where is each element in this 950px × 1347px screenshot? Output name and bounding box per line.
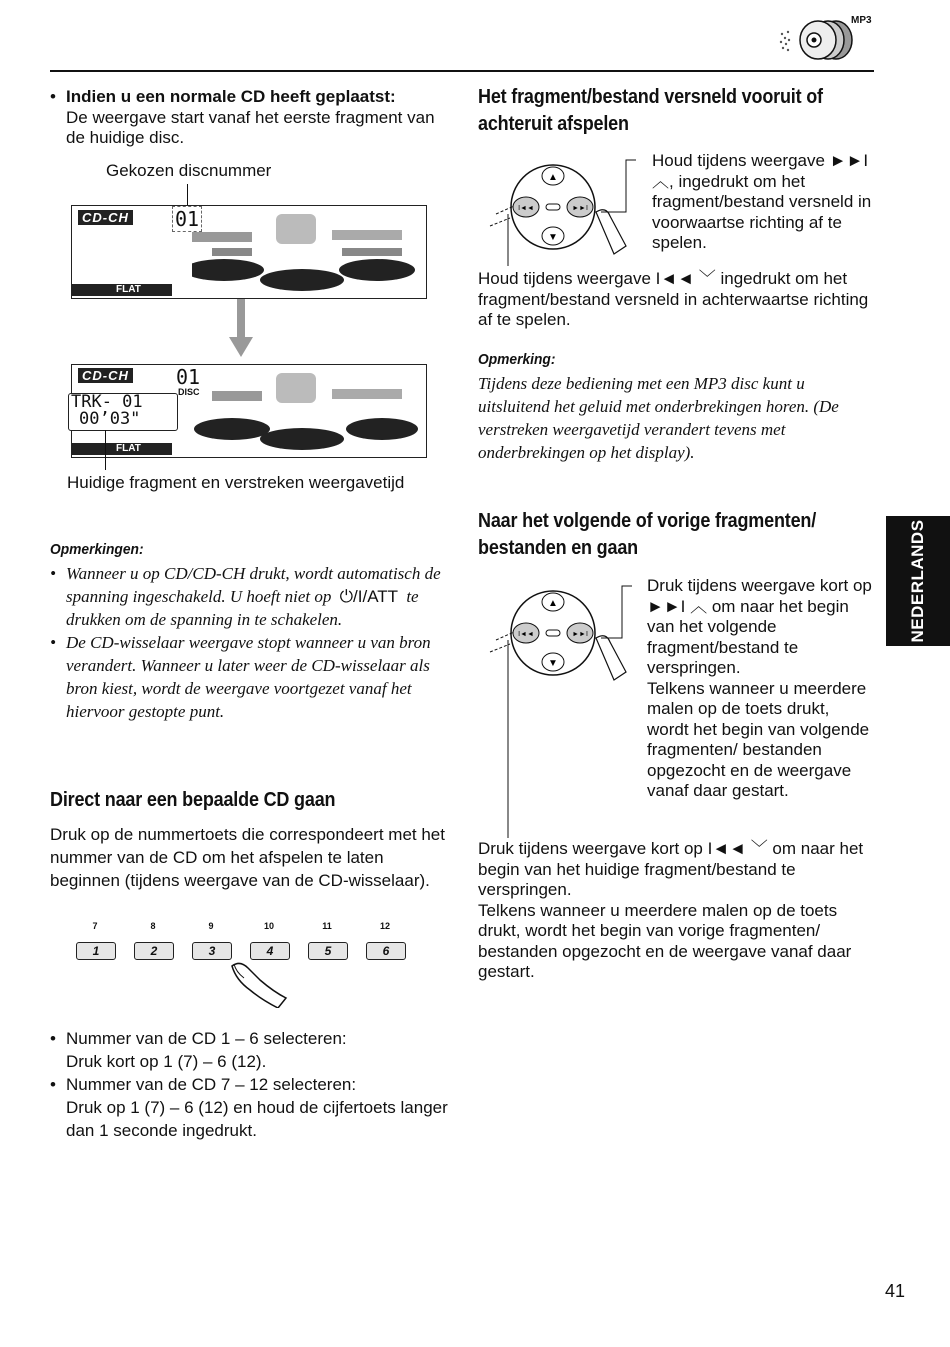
- label-disc-line: [187, 184, 188, 206]
- svg-text:►►I: ►►I: [572, 631, 588, 638]
- note1-a: Wanneer u op CD/CD-CH drukt, wordt automatisch de spanning ingeschakeld. U hoeft niet op: [66, 564, 441, 606]
- preset-button-2[interactable]: 2: [134, 942, 174, 960]
- lcd2-source: CD-CH: [78, 368, 133, 383]
- control-pad-ff: [476, 154, 636, 266]
- lcd2-disc: 01: [176, 365, 201, 389]
- preset-top-1: 7: [92, 921, 98, 931]
- language-tab-label: NEDERLANDS: [908, 519, 927, 643]
- mp3-badge: MP3: [851, 15, 872, 26]
- header-rule: [50, 70, 874, 72]
- svg-text:▲: ▲: [548, 172, 558, 183]
- lcd-display-1: [71, 205, 427, 299]
- preset-button-1[interactable]: 1: [76, 942, 116, 960]
- page-number: 41: [885, 1281, 906, 1301]
- skip-callout: Druk tijdens weergave kort op ►►I ︿ om naar het begin van het volgende fragment/bestand te verspringen. Telkens wanneer u meerdere malen op de toets drukt, wordt het begin van volgende fragmenten/ bestanden opgezocht en de weergave vanaf daar gestart.: [647, 576, 872, 800]
- lcd2-disc-label: DISC: [178, 387, 200, 397]
- ff-title: Het fragment/bestand versneld vooruit of achteruit afspelen: [478, 86, 823, 135]
- label-disc: Gekozen discnummer: [106, 161, 272, 180]
- preset-button-3[interactable]: 3: [192, 942, 232, 960]
- mp3-disc-icon: [776, 14, 856, 64]
- note-1: [50, 562, 450, 631]
- svg-text:►►I: ►►I: [572, 205, 588, 212]
- preset-button-4[interactable]: 4: [250, 942, 290, 960]
- lcd2-disc-graphics: [192, 367, 422, 452]
- preset-top-5: 11: [322, 921, 332, 931]
- intro-bold: Indien u een normale CD heeft geplaatst:: [66, 87, 396, 106]
- notes-title: Opmerkingen:: [50, 541, 144, 558]
- direct-title: Direct naar een bepaalde CD gaan: [50, 789, 336, 811]
- intro-bullet: [50, 87, 456, 149]
- language-tab: [886, 516, 950, 646]
- lcd1-source: CD-CH: [78, 210, 133, 225]
- preset-top-4: 10: [263, 921, 274, 931]
- preset-top-6: 12: [379, 921, 390, 931]
- select1-title: Nummer van de CD 1 – 6 selecteren:: [66, 1029, 347, 1048]
- lcd2-track-box: [68, 393, 178, 431]
- finger-icon: [222, 958, 292, 1008]
- down-arrow-icon: [229, 299, 253, 359]
- skip-title: Naar het volgende of vorige fragmenten/ bestanden en gaan: [478, 510, 817, 559]
- note-title: Opmerking:: [478, 351, 556, 368]
- select1-text: Druk kort op 1 (7) – 6 (12).: [66, 1052, 267, 1071]
- note-text: Tijdens deze bediening met een MP3 disc kunt u uitsluitend het geluid met onderbrekingen horen. (De verstreken weergavetijd verandert tevens met onderbrekingen op het display).: [478, 374, 839, 462]
- preset-top-3: 9: [208, 921, 214, 931]
- preset-button-6[interactable]: 6: [366, 942, 406, 960]
- intro-text: De weergave start vanaf het eerste fragment van de huidige disc.: [66, 107, 435, 147]
- svg-text:I◄◄: I◄◄: [518, 205, 534, 212]
- select2-title: Nummer van de CD 7 – 12 selecteren:: [66, 1075, 357, 1094]
- select-1: [50, 1027, 450, 1073]
- notes-list: [50, 562, 450, 723]
- lcd1-eq: [72, 284, 172, 296]
- preset-top-2: 8: [150, 921, 156, 931]
- select-list: [50, 1027, 450, 1142]
- lcd-display-2: [71, 364, 427, 458]
- note1-key: ⏻/I/ATT: [339, 587, 399, 606]
- label-track: Huidige fragment en verstreken weergavetijd: [67, 473, 405, 492]
- skip-text: Druk tijdens weergave kort op I◄◄ ﹀ om naar het begin van het huidige fragment/bestand te verspringen. Telkens wanneer u meerdere malen op de toets drukt, wordt het begin van vorige fragmenten/ bestanden opgezocht en de weergave vanaf daar gestart.: [478, 839, 864, 981]
- lcd2-eq: [72, 443, 172, 455]
- preset-button-5[interactable]: 5: [308, 942, 348, 960]
- note1-b: te drukken om de spanning in te schakelen.: [66, 587, 419, 629]
- label-track-line: [105, 430, 106, 470]
- note-2: • De CD-wisselaar weergave stopt wanneer u van bron verandert. Wanneer u later weer de CD-wisselaar als bron kiest, wordt de weergave voortgezet vanaf het hiervoor gestopte punt.: [50, 631, 450, 723]
- select2-text: Druk op 1 (7) – 6 (12) en houd de cijfertoets langer dan 1 seconde ingedrukt.: [66, 1098, 448, 1140]
- ff-callout: Houd tijdens weergave ►►I ︿, ingedrukt om het fragment/bestand versneld in voorwaartse richting af te spelen.: [652, 151, 872, 252]
- ff-text: Houd tijdens weergave I◄◄ ﹀ ingedrukt om het fragment/bestand versneld in achterwaartse richting af te spelen.: [478, 269, 869, 329]
- svg-text:▼: ▼: [548, 232, 558, 243]
- svg-text:I◄◄: I◄◄: [518, 631, 534, 638]
- lcd1-eq-label: FLAT: [116, 284, 141, 295]
- svg-text:▲: ▲: [548, 598, 558, 609]
- svg-text:▼: ▼: [548, 658, 558, 669]
- direct-text: Druk op de nummertoets die correspondeert met het nummer van de CD om het afspelen te laten beginnen (tijdens weergave van de CD-wisselaar).: [50, 825, 445, 890]
- lcd1-disc: 01: [172, 206, 202, 232]
- lcd2-time: 00’03": [79, 409, 141, 429]
- lcd2-eq-label: FLAT: [116, 443, 141, 454]
- select-2: [50, 1073, 450, 1142]
- lcd1-disc-graphics: [192, 208, 422, 293]
- control-pad-skip: [476, 580, 636, 840]
- lcd2-track: TRK- 01: [71, 392, 143, 412]
